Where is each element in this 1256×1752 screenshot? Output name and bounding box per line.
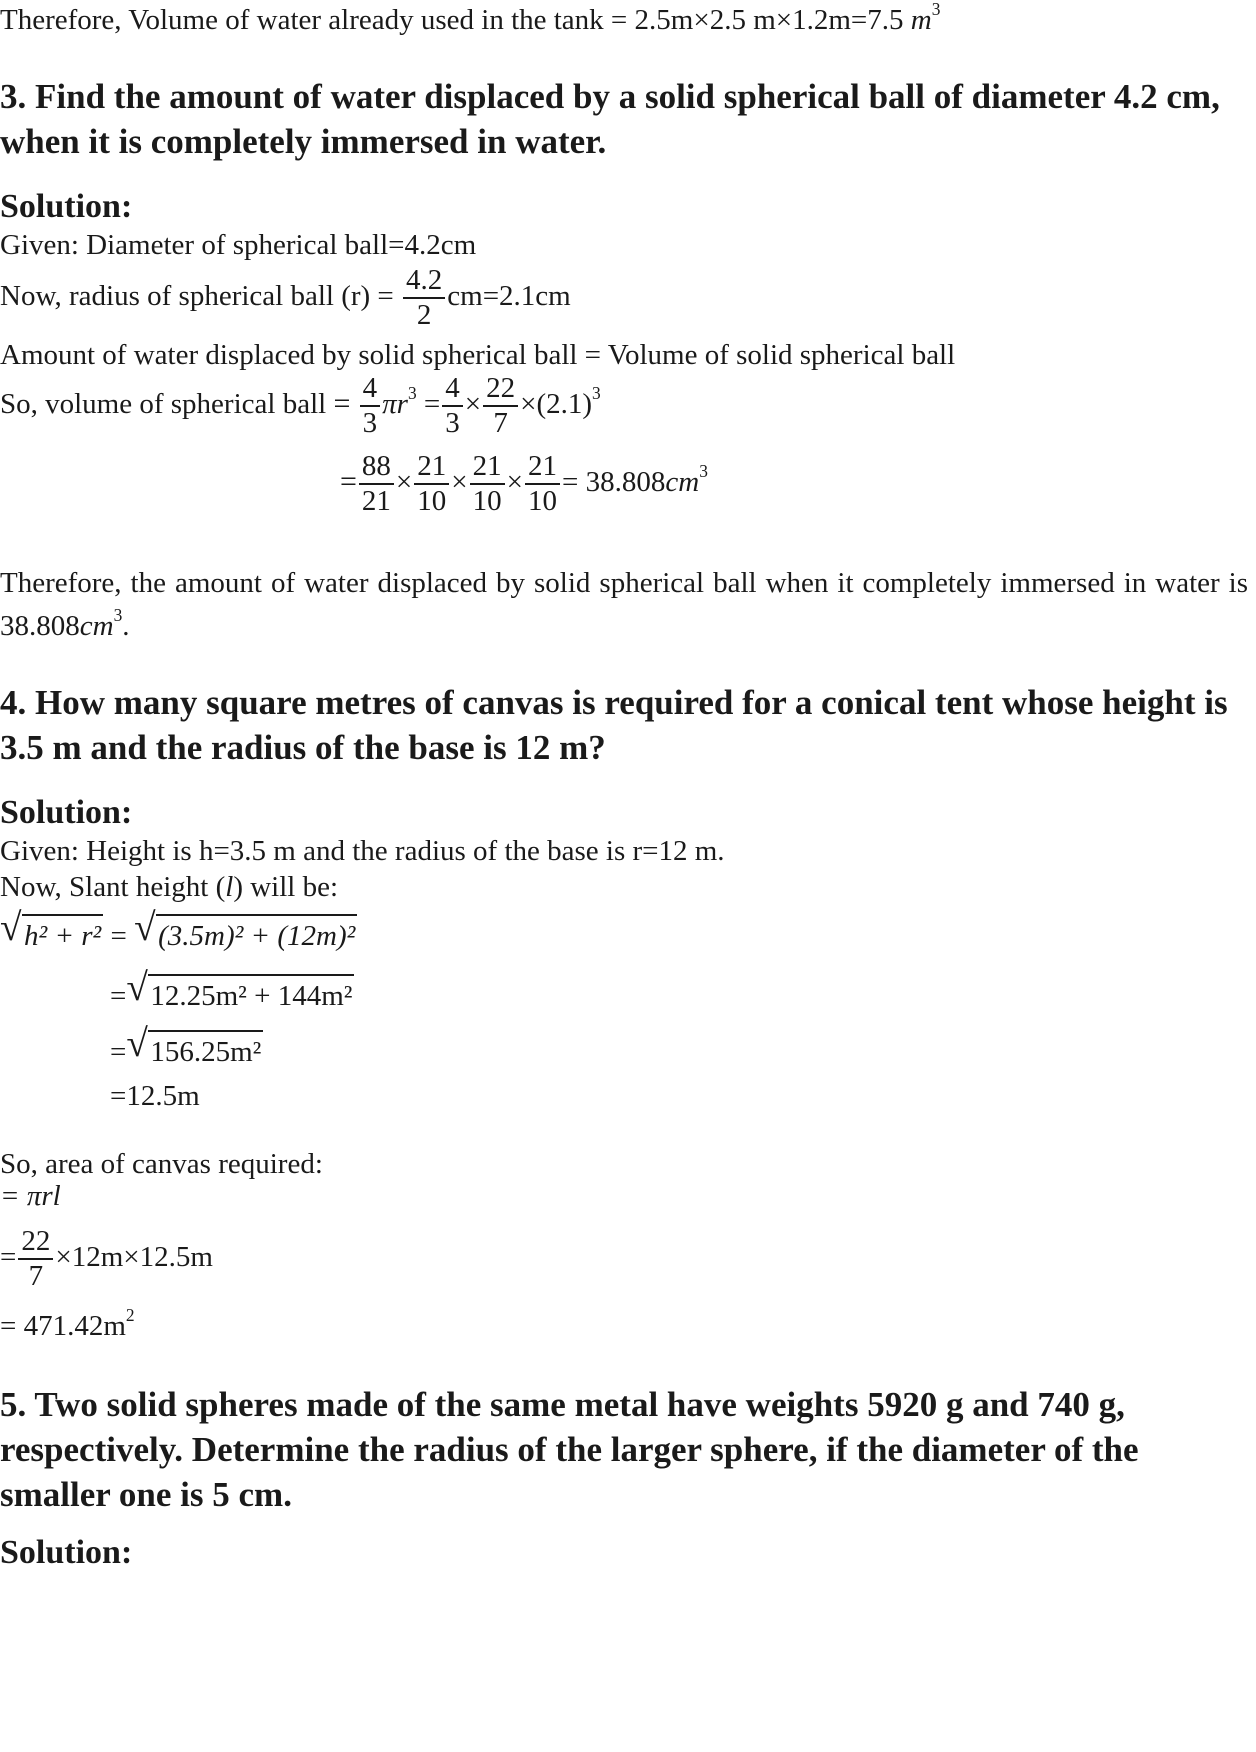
radicand: (3.5m)² + (12m)² [156, 914, 357, 956]
numerator: 88 [359, 450, 394, 485]
exponent: 3 [113, 604, 123, 625]
solution-label: Solution: [0, 794, 133, 831]
numerator: 4 [360, 372, 381, 407]
exponent: 2 [125, 1304, 135, 1325]
given-line: Given: Diameter of spherical ball=4.2cm [0, 229, 477, 261]
variable-l: l [225, 871, 234, 903]
solution-label: Solution: [0, 188, 133, 225]
equals: = [110, 920, 127, 952]
numerator: 21 [414, 450, 449, 485]
text: cm=2.1cm [447, 280, 571, 312]
times: × [520, 388, 537, 420]
result: = 471.42m [0, 1310, 126, 1342]
fraction [442, 372, 463, 441]
denominator: 7 [493, 407, 508, 440]
slant-height-line [0, 867, 338, 907]
exponent: 3 [931, 0, 941, 19]
equals: = [333, 387, 351, 420]
fraction [470, 450, 505, 519]
exponent: 3 [699, 460, 708, 481]
denominator: 10 [417, 485, 447, 518]
times: × [451, 466, 468, 498]
slant-eq-2 [110, 974, 354, 1016]
radicand: 156.25m² [148, 1030, 263, 1072]
fraction [525, 450, 560, 519]
value: (2.1) [536, 388, 593, 420]
fraction [403, 264, 445, 333]
canvas-line: So, area of canvas required: [0, 1148, 323, 1180]
text: Therefore, the amount of water displaced by solid spherical ball when it completely immersed in water is [0, 567, 1248, 599]
times: × [395, 466, 413, 498]
given-line: Given: Height is h=3.5 m and the radius of the base is r=12 m. [0, 835, 725, 867]
times: × [506, 466, 523, 498]
value: 38.808 [0, 610, 80, 642]
slant-result: =12.5m [110, 1080, 200, 1112]
q2-conclusion-text: Therefore, Volume of water already used in the tank = 2.5m×2.5 m×1.2m=7.5 [0, 4, 904, 36]
question-4: 4. How many square metres of canvas is required for a conical tent whose height is 3.5 m and the radius of the base is 12 m? [0, 683, 1228, 767]
denominator: 3 [445, 407, 460, 440]
q2-conclusion [0, 0, 940, 40]
numerator: 22 [18, 1225, 53, 1260]
pirl-line: = πrl [0, 1180, 61, 1212]
pi-r: πr [382, 388, 408, 420]
area-calc [0, 1225, 213, 1294]
radicand: 12.25m² + 144m² [148, 974, 354, 1016]
text: ×12m×12.5m [55, 1241, 213, 1273]
equals: = [340, 465, 357, 498]
fraction [360, 372, 381, 441]
radical [126, 1030, 263, 1072]
radical [126, 974, 354, 1016]
text: Now, Slant height ( [0, 871, 226, 903]
denominator: 10 [472, 485, 502, 518]
exponent: 3 [592, 382, 601, 403]
text: So, volume of spherical ball [0, 388, 327, 420]
equals: = [110, 980, 127, 1012]
denominator: 10 [528, 485, 557, 518]
equals: = [110, 1036, 127, 1068]
area-result [0, 1306, 135, 1346]
denominator: 3 [362, 407, 378, 440]
question-3: 3. Find the amount of water displaced by a solid spherical ball of diameter 4.2 cm, when it is completely immersed in water. [0, 77, 1220, 161]
fraction [359, 450, 394, 519]
slant-eq-1 [0, 914, 357, 956]
exponent: 3 [407, 382, 417, 403]
numerator: 22 [483, 372, 518, 407]
times: × [464, 388, 482, 420]
denominator: 21 [361, 485, 391, 518]
text: Now, radius of spherical ball (r) = [0, 280, 394, 312]
radius-line [0, 264, 571, 333]
unit: cm [665, 466, 700, 498]
solution-label: Solution: [0, 1534, 133, 1571]
equals: = [0, 1241, 17, 1273]
numerator: 4.2 [403, 264, 445, 299]
fraction [414, 450, 449, 519]
radical [134, 914, 357, 956]
numerator: 21 [470, 450, 505, 485]
result: = 38.808 [562, 466, 666, 498]
slant-eq-3 [110, 1030, 263, 1072]
volume-line [0, 372, 601, 441]
text: ) will be: [233, 871, 339, 903]
numerator: 21 [525, 450, 560, 485]
denominator: 7 [28, 1260, 44, 1293]
radicand: h² + r² [22, 914, 103, 956]
denominator: 2 [416, 299, 432, 332]
volume-line-2 [340, 450, 708, 519]
numerator: 4 [442, 372, 463, 407]
unit: cm [79, 610, 114, 642]
period: . [122, 610, 130, 642]
radical [0, 914, 103, 956]
equals: = [423, 388, 441, 420]
displaced-line: Amount of water displaced by solid spherical ball = Volume of solid spherical ball [0, 339, 956, 371]
fraction [483, 372, 518, 441]
question-5: 5. Two solid spheres made of the same metal have weights 5920 g and 740 g, respectively. Determine the radius of the larger sphere, if the diameter of the smaller one is 5 cm. [0, 1385, 1139, 1514]
unit: m [910, 4, 932, 36]
q3-conclusion [0, 562, 1248, 648]
fraction [18, 1225, 53, 1294]
